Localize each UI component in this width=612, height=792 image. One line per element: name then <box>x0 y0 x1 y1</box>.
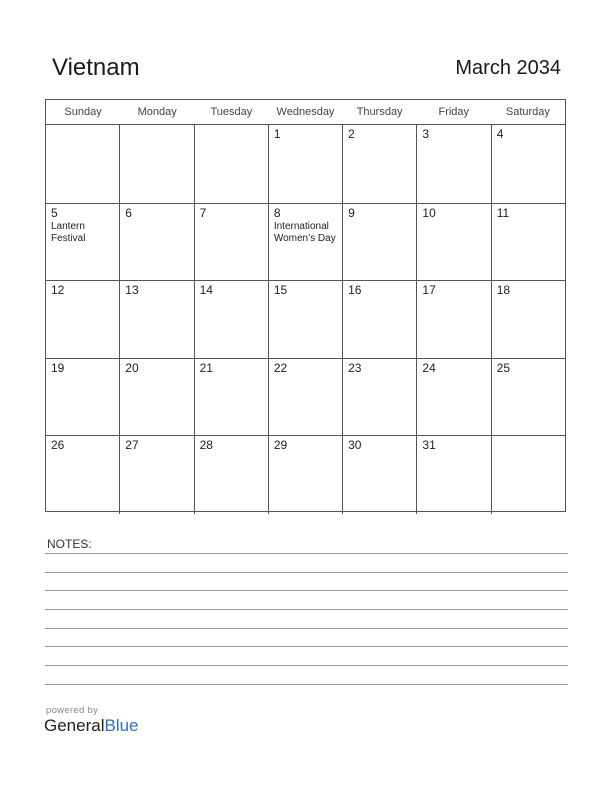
day-number: 27 <box>125 438 139 453</box>
weeks-grid <box>46 125 565 511</box>
holiday-label: Lantern Festival <box>51 220 86 245</box>
day-number: 3 <box>422 127 430 141</box>
note-line <box>45 665 568 666</box>
day-number: 17 <box>422 283 436 298</box>
day-number: 21 <box>199 360 213 375</box>
note-line <box>45 572 568 573</box>
day-cell <box>268 204 342 282</box>
day-cell <box>194 125 268 203</box>
day-cell <box>342 204 416 282</box>
day-cell <box>268 436 342 514</box>
day-number: 11 <box>496 205 510 220</box>
logo-text-general: General <box>44 716 105 735</box>
day-cell <box>119 204 193 282</box>
day-cell <box>119 436 193 514</box>
logo-text-blue: Blue <box>104 716 139 735</box>
weekday-label: Thursday <box>356 106 403 118</box>
day-number: 29 <box>273 438 288 453</box>
day-cell <box>46 204 119 282</box>
note-line <box>45 553 568 554</box>
day-cell <box>416 125 490 203</box>
weekday-header-row <box>46 100 565 125</box>
week-row <box>46 125 565 203</box>
day-number: 13 <box>125 283 139 298</box>
day-number: 18 <box>496 283 511 298</box>
weekday-label: Wednesday <box>276 106 335 118</box>
note-line <box>45 590 568 591</box>
day-number: 1 <box>273 127 281 141</box>
day-number: 4 <box>496 127 504 141</box>
day-cell <box>268 359 342 437</box>
day-cell <box>194 281 268 359</box>
day-cell <box>119 281 193 359</box>
day-number: 9 <box>348 205 355 220</box>
week-row <box>46 358 565 437</box>
day-number: 23 <box>348 360 362 375</box>
notes-label: NOTES: <box>47 537 92 551</box>
day-number: 31 <box>422 438 436 453</box>
generalblue-logo[interactable] <box>44 716 139 736</box>
day-cell <box>342 281 416 359</box>
day-cell <box>194 359 268 437</box>
month-year-title: March 2034 <box>455 57 561 79</box>
day-number: 14 <box>199 283 213 298</box>
day-number: 6 <box>125 205 132 220</box>
day-number: 30 <box>348 438 362 453</box>
day-cell <box>119 125 193 203</box>
day-number: 8 <box>273 205 281 220</box>
day-cell <box>491 281 565 359</box>
day-cell <box>416 359 490 437</box>
week-row <box>46 203 565 282</box>
note-line <box>45 609 568 610</box>
day-number: 24 <box>422 360 436 375</box>
day-number: 20 <box>125 360 139 375</box>
note-line <box>45 684 568 685</box>
day-number: 5 <box>51 205 58 220</box>
day-cell <box>491 125 565 203</box>
day-cell <box>194 204 268 282</box>
day-number: 25 <box>496 360 511 375</box>
day-cell <box>194 436 268 514</box>
day-number: 16 <box>348 283 362 298</box>
week-row <box>46 435 565 514</box>
day-cell <box>119 359 193 437</box>
day-cell <box>268 125 342 203</box>
day-cell <box>416 281 490 359</box>
day-cell <box>46 281 119 359</box>
day-cell <box>342 125 416 203</box>
day-cell <box>416 436 490 514</box>
day-cell <box>491 359 565 437</box>
weekday-label: Sunday <box>64 106 102 118</box>
calendar-grid <box>45 99 566 512</box>
weekday-label: Friday <box>438 106 470 118</box>
day-number: 15 <box>273 283 288 298</box>
note-line <box>45 628 568 629</box>
note-line <box>45 646 568 647</box>
country-title: Vietnam <box>52 54 140 81</box>
day-number: 28 <box>199 438 213 453</box>
day-cell <box>46 359 119 437</box>
day-cell <box>268 281 342 359</box>
day-number: 19 <box>51 360 65 375</box>
day-cell <box>491 436 565 514</box>
day-number: 12 <box>51 283 65 298</box>
week-row <box>46 280 565 359</box>
holiday-label: International Women’s Day <box>273 220 336 245</box>
weekday-label: Tuesday <box>210 106 253 118</box>
day-cell <box>46 125 119 203</box>
day-number: 7 <box>199 205 207 220</box>
day-cell <box>491 204 565 282</box>
day-cell <box>342 359 416 437</box>
weekday-label: Saturday <box>505 106 550 118</box>
day-number: 26 <box>51 438 65 453</box>
day-cell <box>416 204 490 282</box>
powered-by-text: powered by <box>46 705 99 716</box>
weekday-label: Monday <box>137 106 177 118</box>
day-number: 10 <box>422 205 436 220</box>
day-number: 2 <box>348 127 355 141</box>
day-cell <box>342 436 416 514</box>
day-number: 22 <box>273 360 288 375</box>
day-cell <box>46 436 119 514</box>
